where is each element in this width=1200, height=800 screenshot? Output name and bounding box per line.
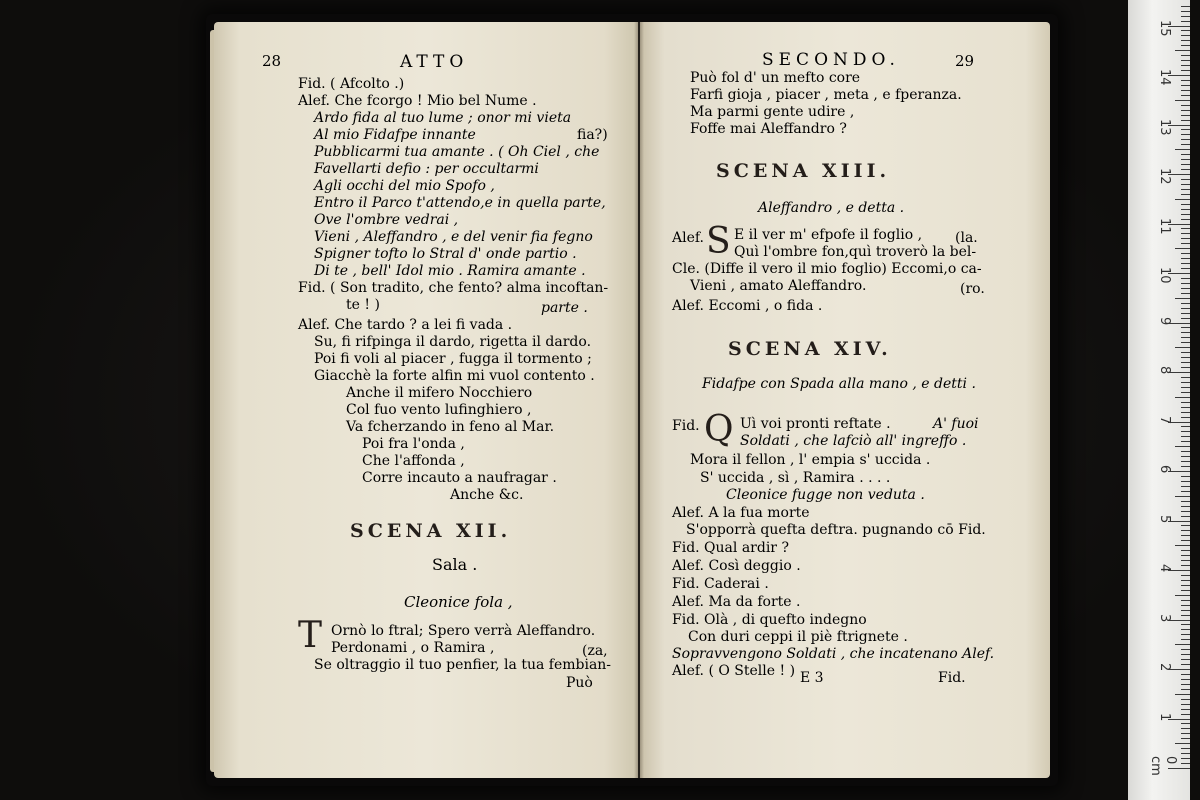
ruler-tick	[1181, 144, 1190, 145]
ruler-number: 15	[1157, 19, 1172, 37]
signature-mark: E 3	[800, 670, 824, 686]
ruler-tick	[1181, 134, 1190, 135]
ruler-tick	[1175, 50, 1190, 51]
ruler-tick	[1181, 540, 1190, 541]
ruler-tick	[1181, 95, 1190, 96]
text-line: Corre incauto a naufragar .	[362, 470, 557, 486]
text-line: Fid. ( Afcolto .)	[298, 76, 405, 92]
ruler-tick	[1181, 85, 1190, 86]
text-line: Alef. Eccomi , o fida .	[672, 298, 823, 314]
text-line: Soldati , che lafciò all' ingreffo .	[740, 433, 967, 449]
text-line: Alef. A la fua morte	[672, 505, 810, 521]
scena-xii-title: SCENA XII.	[350, 520, 512, 542]
ruler-tick	[1181, 30, 1190, 31]
ruler-tick	[1181, 605, 1190, 606]
ruler-tick	[1181, 367, 1190, 368]
ruler-tick	[1181, 748, 1190, 749]
text-line: Che l'affonda ,	[362, 453, 465, 469]
ruler-tick	[1181, 55, 1190, 56]
ruler-tick	[1181, 263, 1190, 264]
text-line: S' uccida , sì , Ramira . . . .	[700, 470, 891, 486]
ruler-tick	[1181, 337, 1190, 338]
ruler-unit-label: 0 cm	[1148, 756, 1178, 776]
ruler-tick	[1175, 694, 1190, 695]
ruler-tick	[1181, 575, 1190, 576]
ruler-tick	[1181, 293, 1190, 294]
ruler-tick	[1181, 451, 1190, 452]
ruler-tick	[1181, 352, 1190, 353]
text-line: Perdonami , o Ramira ,	[331, 640, 495, 656]
text-line: Pubblicarmi tua amante . ( Oh Ciel , che	[314, 144, 600, 160]
scena-xiii-title: SCENA XIII.	[716, 160, 891, 182]
ruler-tick	[1181, 699, 1190, 700]
ruler-tick	[1181, 728, 1190, 729]
text-line: S'opporrà quefta deftra. pugnando cō Fid.	[686, 522, 986, 538]
ruler-tick	[1181, 555, 1190, 556]
ruler-tick	[1181, 16, 1190, 17]
ruler-tick	[1181, 476, 1190, 477]
text-line: te ! )	[346, 297, 380, 313]
ruler-tick	[1181, 159, 1190, 160]
ruler-number: 12	[1157, 168, 1172, 185]
ruler-tick	[1181, 412, 1190, 413]
ruler-tick	[1181, 481, 1190, 482]
ruler-tick	[1181, 283, 1190, 284]
ruler-tick	[1181, 80, 1190, 81]
text-line: Anche il mifero Nocchiero	[346, 385, 533, 401]
ruler-tick	[1181, 357, 1190, 358]
ruler-tick	[1175, 100, 1190, 101]
ruler-tick	[1181, 704, 1190, 705]
text-line: (la.	[955, 230, 978, 246]
text-line: E il ver m' efpofe il foglio ,	[734, 227, 923, 243]
ruler-tick	[1181, 179, 1190, 180]
ruler-tick	[1181, 45, 1190, 46]
text-line: Poi fi voli al piacer , fugga il tormento ;	[314, 351, 592, 367]
ruler-tick	[1181, 535, 1190, 536]
ruler-tick	[1181, 560, 1190, 561]
scena-xiv-speaker: Fid.	[672, 418, 700, 434]
text-line: Ma parmi gente udire ,	[690, 104, 855, 120]
ruler-tick	[1181, 600, 1190, 601]
ruler-tick	[1175, 644, 1190, 645]
ruler-tick	[1181, 466, 1190, 467]
ruler-tick	[1181, 511, 1190, 512]
ruler-tick	[1181, 456, 1190, 457]
ruler-tick	[1181, 392, 1190, 393]
text-line: Quì l'ombre fon,quì troverò la bel-	[734, 244, 977, 260]
ruler-tick	[1181, 733, 1190, 734]
ruler-tick	[1181, 610, 1190, 611]
text-line: Su, fi rifpinga il dardo, rigetta il dardo.	[314, 334, 592, 350]
text-line: Uì voi pronti reftate .	[740, 416, 891, 432]
ruler-tick	[1181, 649, 1190, 650]
scena-xiv-title: SCENA XIV.	[728, 338, 892, 360]
ruler-tick	[1181, 189, 1190, 190]
ruler-tick	[1181, 382, 1190, 383]
text-line: Cleonice fugge non veduta .	[726, 487, 925, 503]
ruler-tick	[1181, 228, 1190, 229]
ruler-tick	[1181, 659, 1190, 660]
ruler-tick	[1181, 709, 1190, 710]
ruler-tick	[1181, 70, 1190, 71]
text-line: Foffe mai Aleffandro ?	[690, 121, 847, 137]
ruler-tick	[1181, 169, 1190, 170]
ruler-tick	[1181, 377, 1190, 378]
ruler-tick	[1181, 615, 1190, 616]
scena-xiii-character: Aleffandro , e detta .	[758, 200, 905, 216]
ruler-tick	[1181, 110, 1190, 111]
ruler-tick	[1181, 278, 1190, 279]
ruler-number: 4	[1157, 564, 1172, 573]
text-line: Può fol d' un mefto core	[690, 70, 861, 86]
ruler-tick	[1181, 674, 1190, 675]
text-line: Anche &c.	[450, 487, 524, 503]
text-line: Sopravvengono Soldati , che incatenano Alef.	[672, 646, 995, 662]
text-line: Fid. Qual ardir ?	[672, 540, 789, 556]
ruler-tick	[1181, 530, 1190, 531]
text-line: Ove l'ombre vedrai ,	[314, 212, 459, 228]
ruler-number: 1	[1157, 712, 1172, 721]
ruler-tick	[1181, 679, 1190, 680]
text-line: Fid. Olà , di quefto indegno	[672, 612, 867, 628]
ruler-tick	[1181, 120, 1190, 121]
ruler-tick	[1181, 332, 1190, 333]
text-line: Favellarti defio : per occultarmi	[314, 161, 539, 177]
text-line: Fid. ( Son tradito, che fento? alma incoftan-	[298, 280, 609, 296]
ruler-tick	[1181, 313, 1190, 314]
right-running-head: SECONDO.	[762, 50, 900, 70]
ruler-tick	[1181, 629, 1190, 630]
drop-cap-t: T	[298, 615, 323, 656]
ruler-tick	[1181, 506, 1190, 507]
scena-xiii-speaker: Alef.	[672, 230, 705, 246]
scene-location: Sala .	[432, 555, 478, 574]
ruler-number: 7	[1157, 415, 1172, 424]
ruler-tick	[1181, 65, 1190, 66]
text-line: Ornò lo ftral; Spero verrà Aleffandro.	[331, 623, 596, 639]
ruler-tick	[1181, 164, 1190, 165]
ruler-tick	[1181, 654, 1190, 655]
ruler-tick	[1181, 431, 1190, 432]
text-line: Va fcherzando in feno al Mar.	[346, 419, 555, 435]
ruler-tick	[1181, 253, 1190, 254]
text-line: Se oltraggio il tuo penfier, la tua fembian-	[314, 657, 612, 673]
ruler-tick	[1181, 407, 1190, 408]
ruler-number: 5	[1157, 514, 1172, 523]
text-line: fia?)	[577, 127, 608, 143]
ruler-tick	[1181, 525, 1190, 526]
ruler-tick	[1181, 308, 1190, 309]
ruler-number: 9	[1157, 316, 1172, 325]
ruler-tick	[1175, 199, 1190, 200]
ruler-tick	[1181, 738, 1190, 739]
left-running-head: ATTO	[400, 52, 469, 72]
text-line: A' fuoi	[933, 416, 979, 432]
ruler-tick	[1181, 758, 1190, 759]
ruler-tick	[1181, 233, 1190, 234]
ruler-tick	[1175, 149, 1190, 150]
ruler-tick	[1181, 664, 1190, 665]
ruler-tick	[1181, 753, 1190, 754]
right-page-number: 29	[955, 52, 975, 70]
ruler-tick	[1181, 441, 1190, 442]
ruler-tick	[1181, 550, 1190, 551]
text-line: Alef. Che fcorgo ! Mio bel Nume .	[298, 93, 537, 109]
ruler-tick	[1181, 486, 1190, 487]
ruler-tick	[1181, 129, 1190, 130]
text-line: Al mio Fidafpe innante	[314, 127, 476, 143]
ruler-tick	[1181, 763, 1190, 764]
text-line: Farfi gioja , piacer , meta , e fperanza.	[690, 87, 962, 103]
ruler-tick	[1181, 204, 1190, 205]
drop-cap-s: S	[706, 221, 731, 262]
drop-cap-q: Q	[704, 409, 734, 450]
ruler-tick	[1181, 105, 1190, 106]
ruler-tick	[1181, 417, 1190, 418]
ruler-tick	[1181, 634, 1190, 635]
text-line: Giacchè la forte alfin mi vuol contento .	[314, 368, 595, 384]
ruler-number: 10	[1157, 267, 1172, 284]
ruler-tick	[1181, 723, 1190, 724]
ruler-tick	[1181, 35, 1190, 36]
ruler-tick	[1181, 590, 1190, 591]
left-page-number: 28	[262, 52, 282, 70]
ruler-tick	[1181, 714, 1190, 715]
ruler-tick	[1181, 580, 1190, 581]
text-line: Cle. (Diffe il vero il mio foglio) Eccomi,o ca-	[672, 261, 982, 277]
text-line: Fid. Caderai .	[672, 576, 769, 592]
scena-xiv-stage-direction: Fidafpe con Spada alla mano , e detti .	[702, 376, 976, 392]
text-line: Ardo fida al tuo lume ; onor mi vieta	[314, 110, 572, 126]
ruler-tick	[1181, 327, 1190, 328]
book-gutter	[634, 22, 644, 778]
text-line: Agli occhi del mio Spofo ,	[314, 178, 495, 194]
ruler-tick	[1181, 436, 1190, 437]
text-line: Alef. Così deggio .	[672, 558, 801, 574]
ruler-tick	[1181, 21, 1190, 22]
ruler-tick	[1181, 184, 1190, 185]
text-line: Vieni , amato Aleffandro.	[690, 278, 867, 294]
ruler-tick	[1181, 11, 1190, 12]
ruler-tick	[1181, 318, 1190, 319]
text-line: Di te , bell' Idol mio . Ramira amante .	[314, 263, 586, 279]
ruler-number: 14	[1157, 69, 1172, 86]
ruler-tick	[1181, 501, 1190, 502]
ruler-tick	[1181, 565, 1190, 566]
ruler-tick	[1181, 268, 1190, 269]
right-catchword: Fid.	[938, 670, 966, 686]
ruler-tick	[1175, 595, 1190, 596]
ruler-number: 11	[1157, 217, 1172, 235]
ruler-tick	[1175, 248, 1190, 249]
ruler-tick	[1175, 743, 1190, 744]
ruler-tick	[1181, 342, 1190, 343]
text-line: (za,	[582, 643, 608, 659]
ruler-tick	[1181, 219, 1190, 220]
text-line: Alef. Ma da forte .	[672, 594, 801, 610]
ruler-tick	[1181, 639, 1190, 640]
ruler-number: 2	[1157, 663, 1172, 672]
ruler-tick	[1181, 402, 1190, 403]
ruler-tick	[1181, 6, 1190, 7]
text-line: Vieni , Aleffandro , e del venir fia fegno	[314, 229, 593, 245]
ruler-tick	[1181, 90, 1190, 91]
ruler-tick	[1175, 496, 1190, 497]
ruler-tick	[1181, 258, 1190, 259]
ruler-tick	[1181, 243, 1190, 244]
text-line: Col fuo vento lufinghiero ,	[346, 402, 532, 418]
ruler-tick	[1181, 426, 1190, 427]
ruler-tick	[1175, 298, 1190, 299]
ruler-tick	[1175, 545, 1190, 546]
text-line: Entro il Parco t'attendo,e in quella parte,	[314, 195, 606, 211]
ruler-tick	[1181, 689, 1190, 690]
text-line: Con duri ceppi il piè ftrignete .	[688, 629, 908, 645]
ruler-tick	[1181, 194, 1190, 195]
text-line: Spigner tofto lo Stral d' onde partio .	[314, 246, 577, 262]
ruler-tick	[1181, 585, 1190, 586]
ruler-number: 3	[1157, 613, 1172, 622]
ruler-tick	[1181, 214, 1190, 215]
ruler-tick	[1181, 624, 1190, 625]
text-line: Poi fra l'onda ,	[362, 436, 465, 452]
ruler-tick	[1175, 446, 1190, 447]
ruler-tick	[1181, 115, 1190, 116]
left-catchword: Può	[566, 675, 593, 691]
ruler-tick	[1181, 154, 1190, 155]
ruler-tick	[1181, 684, 1190, 685]
ruler-tick	[1181, 491, 1190, 492]
scene-character: Cleonice fola ,	[404, 593, 513, 611]
ruler-tick	[1181, 238, 1190, 239]
ruler-tick	[1181, 60, 1190, 61]
ruler-tick	[1181, 303, 1190, 304]
ruler-tick	[1181, 209, 1190, 210]
text-line: Alef. ( O Stelle ! )	[672, 663, 796, 679]
ruler-number: 6	[1157, 465, 1172, 474]
ruler-tick	[1175, 397, 1190, 398]
ruler-tick	[1181, 40, 1190, 41]
ruler-tick	[1181, 387, 1190, 388]
ruler-tick	[1175, 347, 1190, 348]
text-line: parte .	[541, 300, 588, 316]
ruler-tick	[1181, 288, 1190, 289]
text-line: Alef. Che tardo ? a lei fi vada .	[298, 317, 513, 333]
ruler-number: 8	[1157, 366, 1172, 375]
measurement-ruler	[1128, 0, 1190, 800]
text-line: (ro.	[960, 281, 985, 297]
ruler-tick	[1181, 362, 1190, 363]
ruler-tick	[1181, 516, 1190, 517]
ruler-tick	[1181, 461, 1190, 462]
ruler-tick	[1181, 139, 1190, 140]
text-line: Mora il fellon , l' empia s' uccida .	[690, 452, 931, 468]
ruler-number: 13	[1157, 118, 1172, 136]
